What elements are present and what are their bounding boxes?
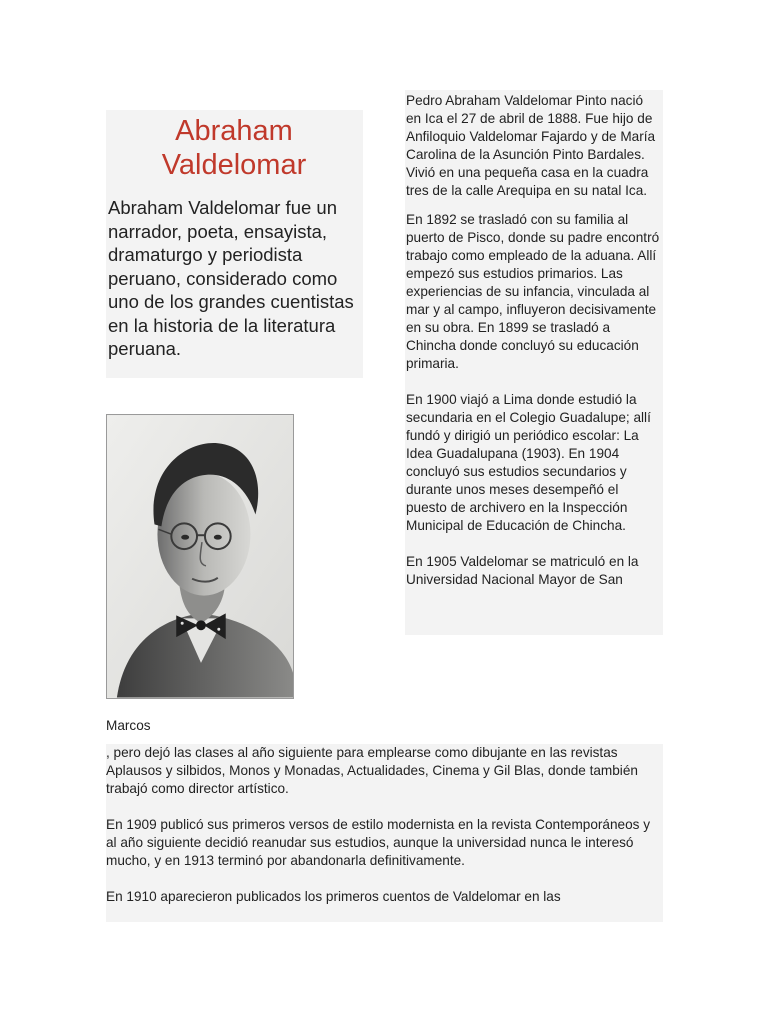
title-panel xyxy=(106,110,363,378)
continuation-paragraph-1: , pero dejó las clases al año siguiente para emplearse como dibujante en las revistas Aplausos y silbidos, Monos y Monadas, Actualidades, Cinema y Gil Blas, donde también trabajó como director artístico. xyxy=(106,745,638,796)
bio-paragraph-4: En 1905 Valdelomar se matriculó en la Universidad Nacional Mayor de San xyxy=(406,554,639,587)
page-title xyxy=(108,110,360,182)
bio-paragraph-2: En 1892 se trasladó con su familia al puerto de Pisco, donde su padre encontró trabajo como empleado de la aduana. Allí empezó sus estudios primarios. Las experiencias de su infancia, vinculada al mar y al campo, influyeron decisivamente en su obra. En 1899 se trasladó a Chincha donde concluyó su educación primaria. xyxy=(406,212,660,371)
portrait-photo xyxy=(106,414,294,699)
biography-continuation xyxy=(106,744,663,922)
biography-right-column xyxy=(405,90,663,635)
title-line-1: Abraham xyxy=(175,115,293,147)
intro-paragraph: Abraham Valdelomar fue un narrador, poeta, ensayista, dramaturgo y periodista peruano, considerado como uno de los grandes cuentistas en la historia de la literatura peruana. xyxy=(108,197,354,359)
marcos-text: Marcos xyxy=(106,717,363,735)
continuation-paragraph-2: En 1909 publicó sus primeros versos de estilo modernista en la revista Contemporáneos y al año siguiente decidió reanudar sus estudios, aunque la universidad nunca le interesó mucho, y en 1913 terminó por abandonarla definitivamente. xyxy=(106,817,651,868)
bio-paragraph-3: En 1900 viajó a Lima donde estudió la secundaria en el Colegio Guadalupe; allí fundó y dirigió un periódico escolar: La Idea Guadalupana (1903). En 1904 concluyó sus estudios secundarios y durante unos meses desempeñó el puesto de archivero en la Inspección Municipal de Educación de Chincha. xyxy=(406,392,651,533)
bio-paragraph-1: Pedro Abraham Valdelomar Pinto nació en Ica el 27 de abril de 1888. Fue hijo de Anfiloquio Valdelomar Fajardo y de María Carolina de la Asunción Pinto Bardales. Vivió en una pequeña casa en la cuadra tres de la calle Arequipa en su natal Ica. xyxy=(406,93,656,198)
title-line-2: Valdelomar xyxy=(161,149,307,181)
portrait-illustration xyxy=(107,415,293,698)
continuation-paragraph-3: En 1910 aparecieron publicados los primeros cuentos de Valdelomar en las xyxy=(106,889,561,904)
